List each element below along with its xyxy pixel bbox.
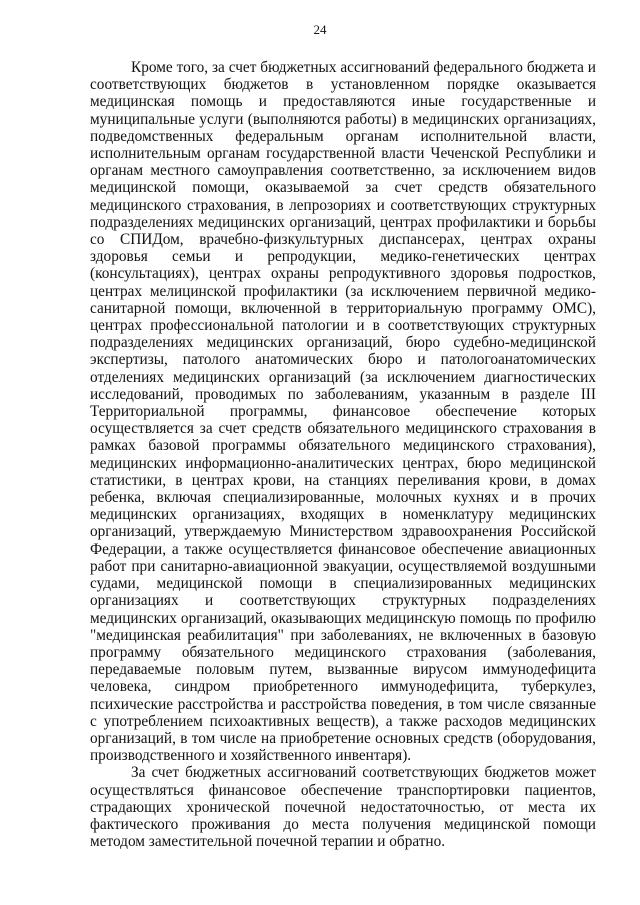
- paragraph-dialysis-transport: За счет бюджетных ассигнований соответствующих бюджетов может осуществляться финансовое обеспечение транспортировки пациентов, страдающих хронической почечной недостаточностью, от места их фактического проживания до места получения медицинской помощи методом заместительной почечной терапии и обратно.: [90, 764, 596, 851]
- page-number: 24: [313, 22, 327, 37]
- document-body: [90, 59, 596, 850]
- paragraph-funding-sources: Кроме того, за счет бюджетных ассигнований федерального бюджета и соответствующих бюджетов в установленном порядке оказывается медицинская помощь и предоставляются иные государственные и муниципальные услуги (выполняются работы) в медицинских организациях, подведомственных федеральным органам исполнительной власти, исполнительным органам государственной власти Чеченской Республики и органам местного самоуправления соответственно, за исключением видов медицинской помощи, оказываемой за счет средств обязательного медицинского страхования, в лепрозориях и соответствующих структурных подразделениях медицинских организаций, центрах профилактики и борьбы со СПИДом, врачебно-физкультурных диспансерах, центрах охраны здоровья семьи и репродукции, медико-генетических центрах (консультациях), центрах охраны репродуктивного здоровья подростков, центрах мелицинской профилактики (за исключением первичной медико-санитарной помощи, включенной в территориальную программу ОМС), центрах профессиональной патологии и в соответствующих структурных подразделениях медицинских организаций, бюро судебно-медицинской экспертизы, патолого анатомических бюро и патологоанатомических отделениях медицинских организаций (за исключением диагностических исследований, проводимых по заболеваниям, указанным в разделе III Территориальной программы, финансовое обеспечение которых осуществляется за счет средств обязательного медицинского страхования в рамках базовой программы обязательного медицинского страхования), медицинских информационно-аналитических центрах, бюро медицинской статистики, в центрах крови, на станциях переливания крови, в домах ребенка, включая специализированные, молочных кухнях и в прочих медицинских организациях, входящих в номенклатуру медицинских организаций, утверждаемую Министерством здравоохранения Российской Федерации, а также осуществляется финансовое обеспечение авиационных работ при санитарно-авиационной эвакуации, осуществляемой воздушными судами, медицинской помощи в специализированных медицинских организациях и соответствующих структурных подразделениях медицинских организаций, оказывающих медицинскую помощь по профилю "медицинская реабилитация" при заболеваниях, не включенных в базовую программу обязательного медицинского страхования (заболевания, передаваемые половым путем, вызванные вирусом иммунодефицита человека, синдром приобретенного иммунодефицита, туберкулез, психические расстройства и расстройства поведения, в том числе связанные с употреблением психоактивных веществ), а также расходов медицинских организаций, в том числе на приобретение основных средств (оборудования, производственного и хозяйственного инвентаря).: [90, 59, 596, 765]
